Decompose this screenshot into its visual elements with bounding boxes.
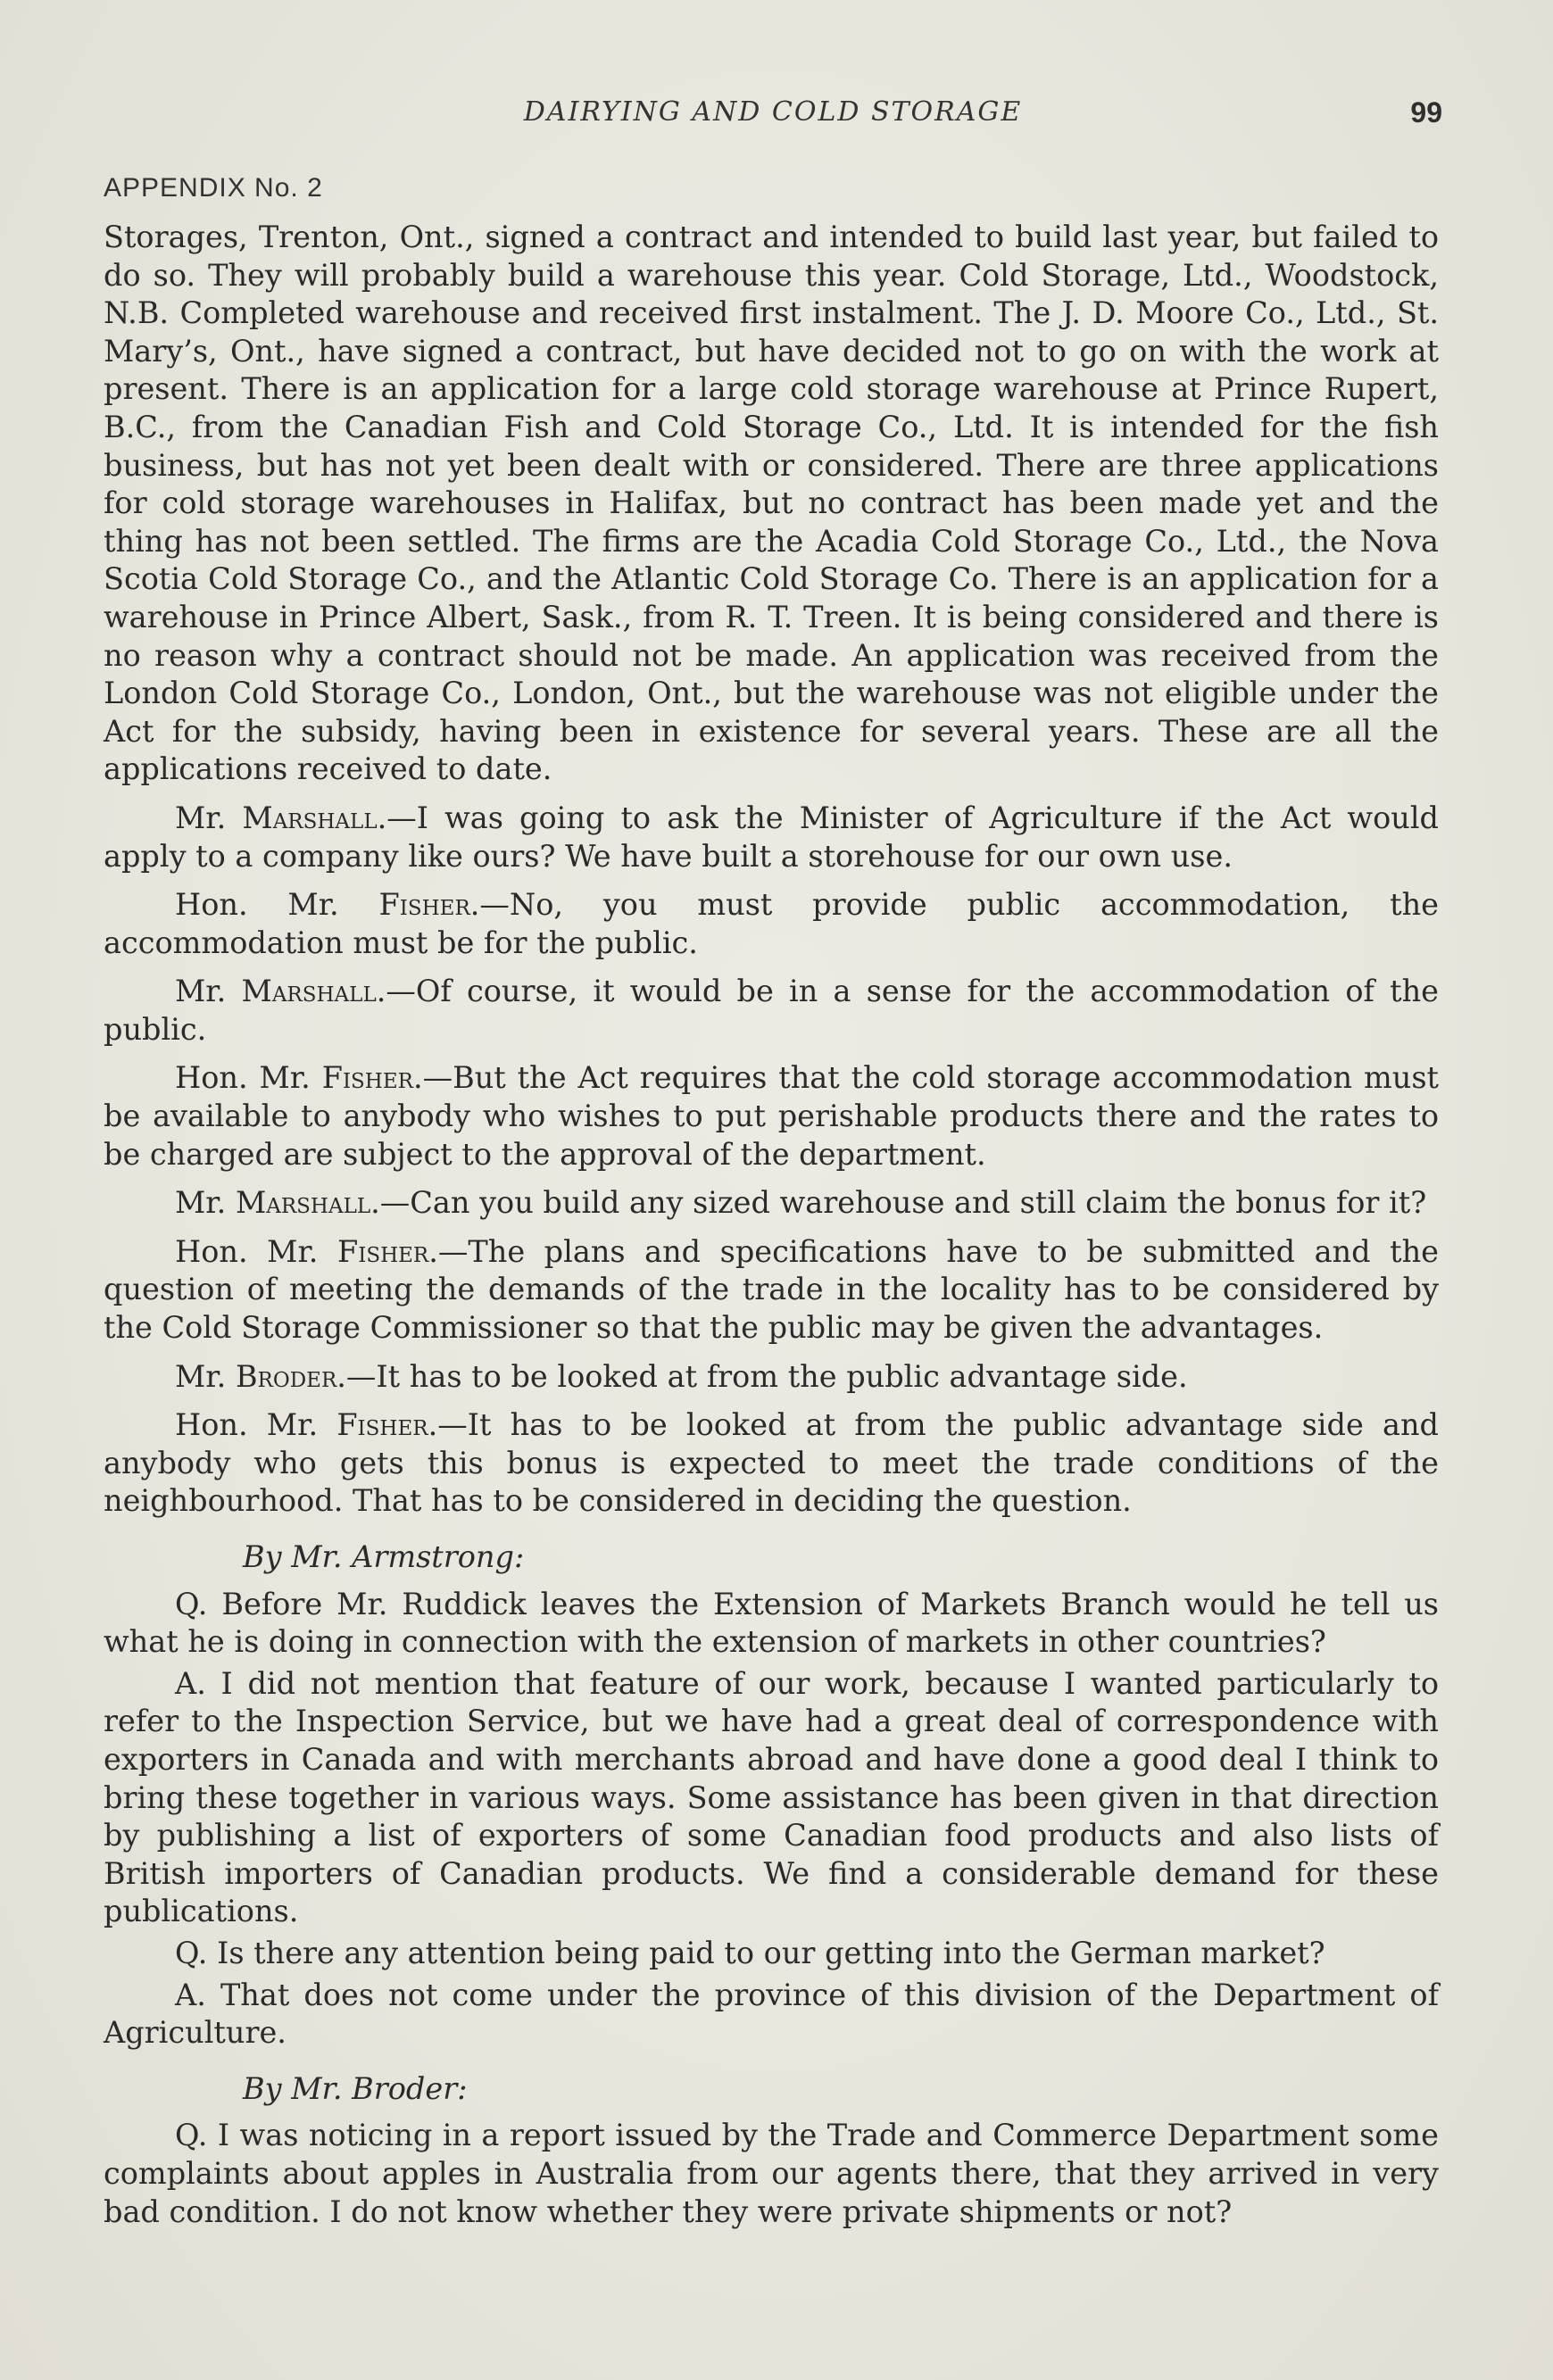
paragraph-broder-1 (104, 1358, 1439, 1397)
speaker-name: Marshall (235, 1185, 371, 1221)
examiner-heading-armstrong: By Mr. Armstrong: (243, 1539, 525, 1574)
speech-text: .—Can you build any sized warehouse and still claim the bonus for it? (370, 1185, 1427, 1221)
speech-text: .—Of course, it would be in a sense for the accommodation of the public. (104, 974, 1439, 1047)
speaker-name: Marshall (242, 800, 378, 835)
speaker-prefix: Hon. Mr. (175, 1060, 322, 1096)
speech-text: .—No, you must provide public accommodation, the accommodation must be for the public. (104, 887, 1439, 960)
paragraph-fisher-1 (104, 886, 1439, 962)
paragraph-marshall-2 (104, 973, 1439, 1049)
speaker-name: Fisher (378, 887, 470, 923)
question-1: Q. Before Mr. Ruddick leaves the Extension of Markets Branch would he tell us what he is doing in connection with the extension of markets in other countries? (104, 1586, 1439, 1660)
speaker-name: Fisher (336, 1407, 428, 1443)
speech-text: .—I was going to ask the Minister of Agriculture if the Act would apply to a company like ours? We have built a storehouse for our own use. (104, 800, 1439, 874)
speaker-name: Fisher (336, 1233, 429, 1269)
paragraph-marshall-3 (104, 1184, 1439, 1223)
question-3: Q. I was noticing in a report issued by the Trade and Commerce Department some complaints about apples in Australia from our agents there, that they arrived in very bad condition. I do not know whether they were private shipments or not? (104, 2118, 1439, 2229)
paragraph-fisher-2 (104, 1059, 1439, 1173)
speaker-prefix: Mr. (175, 1358, 236, 1394)
paragraph-continuation: Storages, Trenton, Ont., signed a contract and intended to build last year, but failed to do so. They will probably build a warehouse this year. Cold Storage, Ltd., Woodstock, N.B. Completed warehouse and received first instalment. The J. D. Moore Co., Ltd., St. Mary’s, Ont., have signed a contract, but have decided not to go on with the work at present. There is an application for a large cold storage warehouse at Prince Rupert, B.C., from the Canadian Fish and Cold Storage Co., Ltd. It is intended for the fish business, but has not yet been dealt with or considered. There are three applications for cold storage warehouses in Halifax, but no contract has been made yet and the thing has not been settled. The firms are the Acadia Cold Storage Co., Ltd., the Nova Scotia Cold Storage Co., and the Atlantic Cold Storage Co. There is an application for a warehouse in Prince Albert, Sask., from R. T. Treen. It is being considered and there is no reason why a contract should not be made. An application was received from the London Cold Storage Co., London, Ont., but the warehouse was not eligible under the Act for the subsidy, having been in existence for several years. These are all the applications received to date. (104, 220, 1439, 787)
speaker-name: Marshall (241, 974, 377, 1009)
speaker-prefix: Hon. Mr. (175, 887, 379, 923)
speaker-prefix: Mr. (175, 800, 243, 835)
speaker-prefix: Hon. Mr. (175, 1233, 337, 1269)
speaker-prefix: Mr. (175, 1185, 236, 1221)
speaker-prefix: Hon. Mr. (175, 1407, 337, 1443)
body-text (104, 219, 1439, 2231)
paragraph-fisher-4 (104, 1406, 1439, 1521)
paragraph-marshall-1 (104, 800, 1439, 875)
examiner-heading-broder: By Mr. Broder: (243, 2070, 468, 2106)
page-number: 99 (1410, 96, 1442, 129)
running-head-title: DAIRYING AND COLD STORAGE (523, 96, 1023, 128)
question-2: Q. Is there any attention being paid to our getting into the German market? (175, 1935, 1325, 1970)
speaker-name: Fisher (321, 1060, 413, 1096)
answer-2: A. That does not come under the province of this division of the Department of Agriculture. (104, 1977, 1439, 2051)
appendix-label: APPENDIX No. 2 (104, 173, 323, 203)
speech-text: .—It has to be looked at from the public advantage side. (336, 1358, 1188, 1394)
speech-text: .—But the Act requires that the cold storage accommodation must be available to anybody who wishes to put perishable products there and the rates to be charged are subject to the approval of the department. (104, 1060, 1439, 1172)
paragraph-fisher-3 (104, 1233, 1439, 1348)
speaker-prefix: Mr. (175, 974, 242, 1009)
speech-text: .—It has to be looked at from the public advantage side and anybody who gets this bonus is expected to meet the trade conditions of the neighbourhood. That has to be considered in deciding the question. (104, 1407, 1439, 1519)
running-head (104, 96, 1442, 132)
speaker-name: Broder (235, 1358, 337, 1394)
speech-text: .—The plans and specifications have to be submitted and the question of meeting the demands of the trade in the locality has to be considered by the Cold Storage Commissioner so that the public may be given the advantages. (104, 1233, 1439, 1346)
answer-1: A. I did not mention that feature of our work, because I wanted particularly to refer to the Inspection Service, but we have had a great deal of correspondence with exporters in Canada and with merchants abroad and have done a good deal I think to bring these together in various ways. Some assistance has been given in that direction by publishing a list of exporters of some Canadian food products and also lists of British importers of Canadian products. We find a considerable demand for these publications. (104, 1665, 1439, 1929)
